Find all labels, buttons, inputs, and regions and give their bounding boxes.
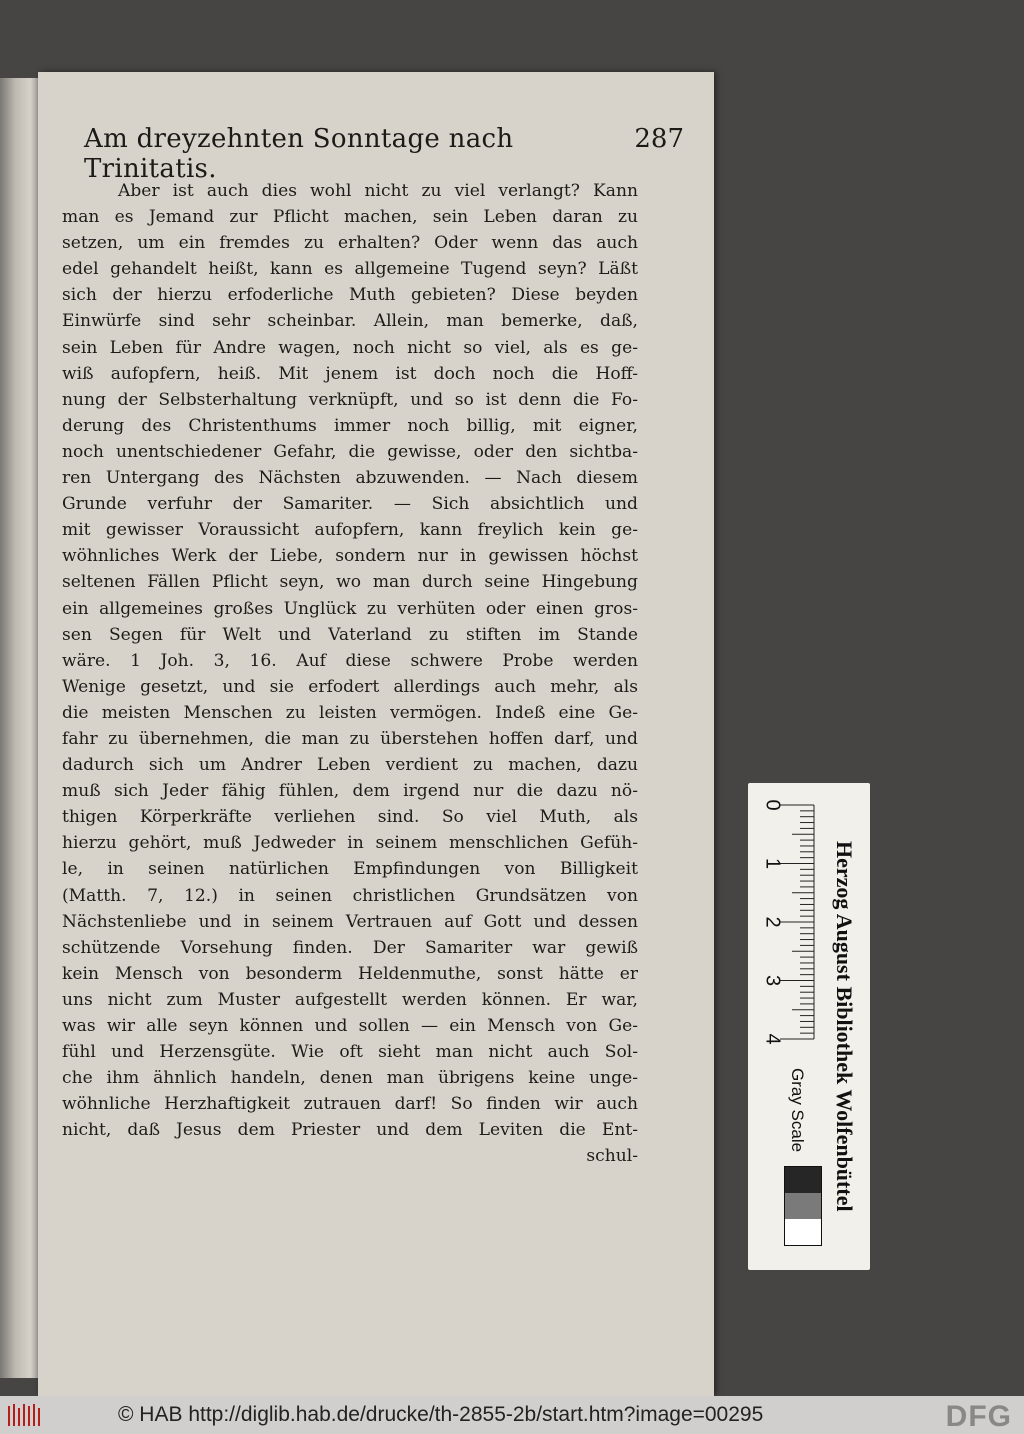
- text-line: Aber ist auch dies wohl nicht zu viel verlangt? Kann: [118, 181, 638, 201]
- library-name: Herzog August Bibliothek Wolfenbüttel: [832, 841, 857, 1212]
- footer-bar: [0, 1396, 1024, 1434]
- text-line: sein Leben für Andre wagen, noch nicht so viel, als es ge-: [62, 337, 638, 358]
- ruler-number: 3: [761, 974, 784, 987]
- text-line: nicht, daß Jesus dem Priester und dem Leviten die Ent-: [62, 1120, 638, 1141]
- text-line: ein allgemeines großes Unglück zu verhüten oder einen gros-: [62, 598, 638, 619]
- text-line: che ihm ähnlich handeln, denen man übrigens keine unge-: [62, 1068, 638, 1089]
- text-line: mit gewisser Voraussicht aufopfern, kann freylich kein ge-: [62, 520, 638, 541]
- text-line: wöhnliches Werk der Liebe, sondern nur in gewissen höchst: [62, 546, 638, 567]
- text-line: Nächstenliebe und in seinem Vertrauen auf Gott und dessen: [62, 911, 638, 932]
- text-line: die meisten Menschen zu leisten vermögen. Indeß eine Ge-: [62, 702, 638, 723]
- text-line: hierzu gehört, muß Jedweder in seinem menschlichen Gefüh-: [62, 833, 638, 854]
- text-line: fühl und Herzensgüte. Wie oft sieht man nicht auch Sol-: [62, 1042, 638, 1063]
- text-line: edel gehandelt heißt, kann es allgemeine Tugend seyn? Läßt: [62, 259, 638, 280]
- text-line: wöhnliche Herzhaftigkeit zutrauen darf! So finden wir auch: [62, 1094, 638, 1115]
- text-line: wiß aufopfern, heiß. Mit jenem ist doch noch die Hoff-: [62, 363, 638, 384]
- text-line: seltenen Fällen Pflicht seyn, wo man durch seine Hingebung: [62, 572, 638, 593]
- text-line: sen Segen für Welt und Vaterland zu stiften im Stande: [62, 624, 638, 645]
- ruler-number: 0: [761, 799, 784, 811]
- text-line: schützende Vorsehung finden. Der Samariter war gewiß: [62, 937, 638, 958]
- text-line: nung der Selbsterhaltung verknüpft, und so ist denn die Fo-: [62, 389, 638, 410]
- text-line: was wir alle seyn können und sollen — ein Mensch von Ge-: [62, 1016, 638, 1036]
- text-line: wäre. 1 Joh. 3, 16. Auf diese schwere Probe werden: [62, 650, 638, 671]
- gray-swatch: [785, 1167, 821, 1193]
- ruler-number: 1: [761, 857, 784, 870]
- grayscale-swatches: [784, 1166, 822, 1246]
- text-line: ren Untergang des Nächsten abzuwenden. — Nach diesem: [62, 468, 638, 489]
- text-line: kein Mensch von besonderm Heldenmuthe, sonst hätte er: [62, 963, 638, 984]
- hab-logo-icon: [6, 1402, 46, 1428]
- text-line: noch unentschiedener Gefahr, die gewisse, oder den sichtba-: [62, 441, 638, 462]
- running-head-title: Am dreyzehnten Sonntage nach Trinitatis.: [84, 124, 514, 184]
- running-head: [84, 124, 684, 184]
- text-line: uns nicht zum Muster aufgestellt werden können. Er war,: [62, 989, 638, 1010]
- catchword: schul-: [586, 1146, 638, 1167]
- adjacent-page-edge: [0, 78, 38, 1378]
- body-text: [62, 178, 638, 1170]
- copyright-url[interactable]: © HAB http://diglib.hab.de/drucke/th-2855-2b/start.htm?image=00295: [118, 1403, 764, 1426]
- text-line: derung des Christenthums immer noch billig, mit eigner,: [62, 415, 638, 436]
- text-line: setzen, um ein fremdes zu erhalten? Oder wenn das auch: [62, 233, 638, 254]
- text-line: Grunde verfuhr der Samariter. — Sich absichtlich und: [62, 494, 638, 515]
- ruler-number: 2: [761, 916, 784, 928]
- dfg-logo: DFG: [945, 1400, 1012, 1433]
- text-line: sich der hierzu erfoderliche Muth gebieten? Diese beyden: [62, 285, 638, 306]
- text-line: thigen Körperkräfte verliehen sind. So viel Muth, als: [62, 807, 638, 828]
- text-line: muß sich Jeder fähig fühlen, dem irgend nur die dazu nö-: [62, 781, 638, 802]
- text-line: fahr zu übernehmen, die man zu überstehen hoffen darf, und: [62, 728, 638, 749]
- text-line: (Matth. 7, 12.) in seinen christlichen Grundsätzen von: [62, 885, 638, 906]
- page-number: 287: [634, 124, 684, 154]
- text-line: dadurch sich um Andrer Leben verdient zu machen, dazu: [62, 755, 638, 776]
- text-line: Wenige gesetzt, und sie erfodert allerdings auch mehr, als: [62, 676, 638, 697]
- book-page: [38, 72, 714, 1396]
- grayscale-label: Gray Scale: [788, 1068, 807, 1153]
- text-line: Einwürfe sind sehr scheinbar. Allein, man bemerke, daß,: [62, 311, 638, 332]
- gray-swatch: [785, 1193, 821, 1219]
- gray-swatch: [785, 1219, 821, 1245]
- text-line: man es Jemand zur Pflicht machen, sein Leben daran zu: [62, 207, 638, 228]
- text-line: le, in seinen natürlichen Empfindungen von Billigkeit: [62, 859, 638, 880]
- ruler-number: 4: [761, 1033, 784, 1045]
